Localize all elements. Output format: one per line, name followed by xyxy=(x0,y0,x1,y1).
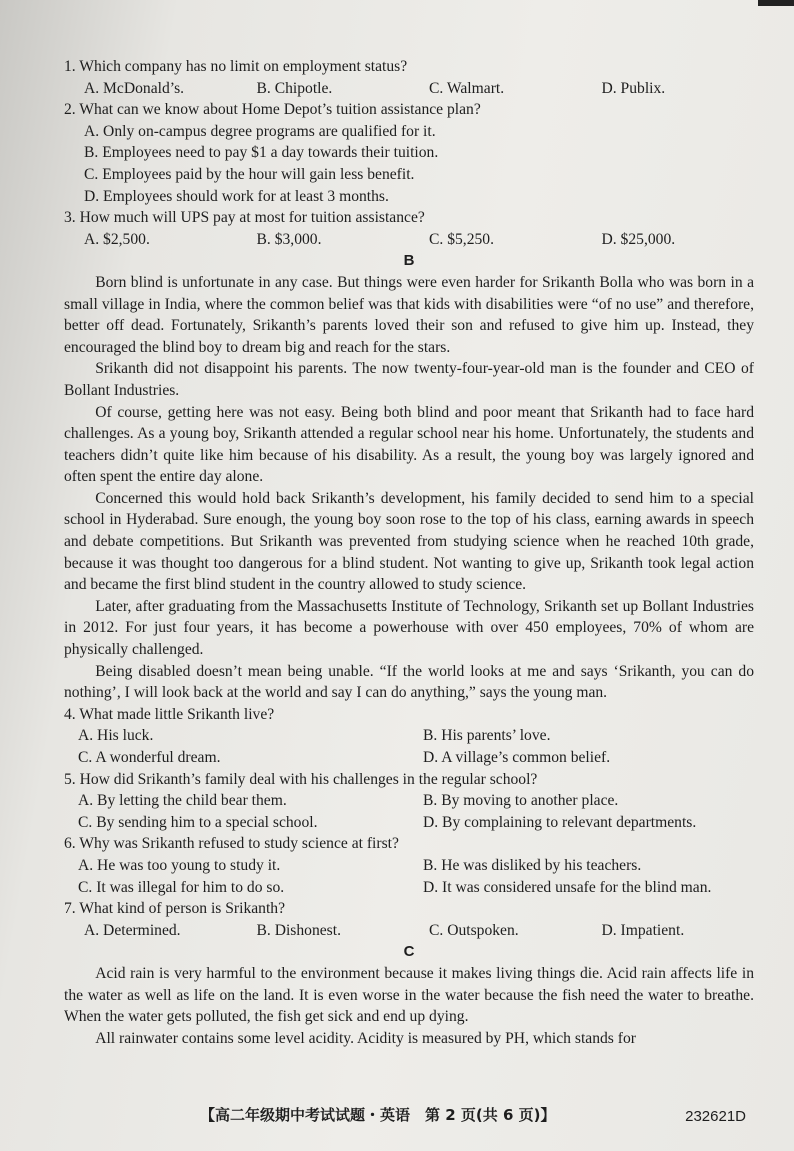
passage-c-paragraph-2: All rainwater contains some level acidity. Acidity is measured by PH, which stands for xyxy=(95,1029,636,1047)
question-stem: 3. How much will UPS pay at most for tuition assistance? xyxy=(64,209,425,227)
footer-title: 【高二年级期中考试试题・英语 第 2 页(共 6 页)】 xyxy=(200,1106,556,1124)
question-stem: 2. What can we know about Home Depot’s tuition assistance plan? xyxy=(64,101,481,119)
option-a: A. McDonald’s. xyxy=(84,79,185,97)
option-d: D. By complaining to relevant departments. xyxy=(423,813,697,831)
question-4 xyxy=(64,704,754,769)
option-a: A. $2,500. xyxy=(84,230,150,248)
options xyxy=(64,725,754,768)
paper-code: 232621D xyxy=(685,1108,746,1125)
option-b: B. By moving to another place. xyxy=(423,792,619,810)
question-5 xyxy=(64,769,754,834)
option-a: A. Only on-campus degree programs are qualified for it. xyxy=(84,122,436,140)
option-a: A. Determined. xyxy=(84,921,181,939)
section-c-heading: C xyxy=(403,943,415,961)
options xyxy=(64,229,754,251)
question-stem: 4. What made little Srikanth live? xyxy=(64,705,275,723)
passage-b-paragraph-6: Being disabled doesn’t mean being unable. “If the world looks at me and says ‘Srikanth, you can do nothing’, I will look back at the world and say I can do anything,” says the young man. xyxy=(64,662,754,702)
option-a: A. His luck. xyxy=(78,727,154,745)
question-stem: 5. How did Srikanth’s family deal with his challenges in the regular school? xyxy=(64,770,538,788)
option-d: D. $25,000. xyxy=(601,230,676,248)
question-3 xyxy=(64,207,754,250)
passage-b-paragraph-2: Srikanth did not disappoint his parents. The now twenty-four-year-old man is the founder and CEO of Bollant Industries. xyxy=(64,360,754,399)
option-b: B. His parents’ love. xyxy=(423,727,551,745)
option-c: C. Walmart. xyxy=(429,79,505,97)
options xyxy=(64,855,754,898)
option-d: D. A village’s common belief. xyxy=(423,749,611,766)
passage-c-paragraph-1: Acid rain is very harmful to the environment because it makes living things die. Acid rain affects life in the water as well as life on the land. It is even worse in the water because the fish need the water to breathe. When the water gets polluted, the fish get sick and end up dying. xyxy=(64,964,754,1026)
option-b: B. Chipotle. xyxy=(256,79,333,97)
option-d: D. It was considered unsafe for the blind man. xyxy=(423,878,712,896)
options xyxy=(64,78,754,100)
question-stem: 6. Why was Srikanth refused to study science at first? xyxy=(64,835,399,853)
section-b-heading: B xyxy=(403,252,415,270)
option-b: B. $3,000. xyxy=(256,230,322,248)
question-stem: 7. What kind of person is Srikanth? xyxy=(64,900,286,918)
option-b: B. Dishonest. xyxy=(256,921,341,939)
option-d: D. Employees should work for at least 3 months. xyxy=(84,187,389,205)
option-a: A. By letting the child bear them. xyxy=(78,792,287,810)
passage-b-paragraph-5: Later, after graduating from the Massachusetts Institute of Technology, Srikanth set up Bollant Industries in 2012. For just four years, it has become a powerhouse with over 450 employees, 70% of whom are physically challenged. xyxy=(64,597,754,659)
question-2 xyxy=(64,99,754,207)
passage-b-paragraph-3: Of course, getting here was not easy. Being both blind and poor meant that Srikanth had to face hard challenges. As a young boy, Srikanth attended a regular school near his home. Unfortunately, the students and teachers didn’t quite like him because of his disability. As a result, the young boy was largely ignored and often spent the entire day alone. xyxy=(64,403,754,486)
option-c: C. It was illegal for him to do so. xyxy=(78,878,285,896)
passage-b-paragraph-4: Concerned this would hold back Srikanth’s development, his family decided to send him to a special school in Hyderabad. Sure enough, the young boy soon rose to the top of his class, earning awards in speech and debate competitions. But Srikanth was prevented from studying science when he reached 10th grade, because it was thought too dangerous for a blind student. Not wanting to give up, Srikanth took legal action and became the first blind student in the country allowed to study science. xyxy=(64,489,754,594)
edge-mark xyxy=(758,0,794,6)
options xyxy=(64,790,754,833)
question-1 xyxy=(64,56,754,99)
page-content xyxy=(64,56,754,1049)
option-c: C. Outspoken. xyxy=(429,921,519,939)
question-7 xyxy=(64,898,754,941)
option-d: D. Publix. xyxy=(601,79,666,97)
option-c: C. Employees paid by the hour will gain less benefit. xyxy=(84,165,415,183)
option-c: C. A wonderful dream. xyxy=(78,749,221,766)
option-b: B. Employees need to pay $1 a day towards their tuition. xyxy=(84,144,439,162)
option-b: B. He was disliked by his teachers. xyxy=(423,856,642,874)
options xyxy=(64,920,754,942)
option-c: C. $5,250. xyxy=(429,230,494,248)
option-d: D. Impatient. xyxy=(601,921,685,939)
option-a: A. He was too young to study it. xyxy=(78,856,281,874)
option-c: C. By sending him to a special school. xyxy=(78,813,318,831)
question-6 xyxy=(64,833,754,898)
page-footer xyxy=(0,1104,794,1132)
passage-b-paragraph-1: Born blind is unfortunate in any case. But things were even harder for Srikanth Bolla who was born in a small village in India, where the common belief was that kids with disabilities were “of no use” and therefore, better off dead. Fortunately, Srikanth’s parents loved their son and refused to give him up. Instead, they encouraged the blind boy to dream big and reach for the stars. xyxy=(64,273,754,356)
question-stem: 1. Which company has no limit on employment status? xyxy=(64,58,408,75)
